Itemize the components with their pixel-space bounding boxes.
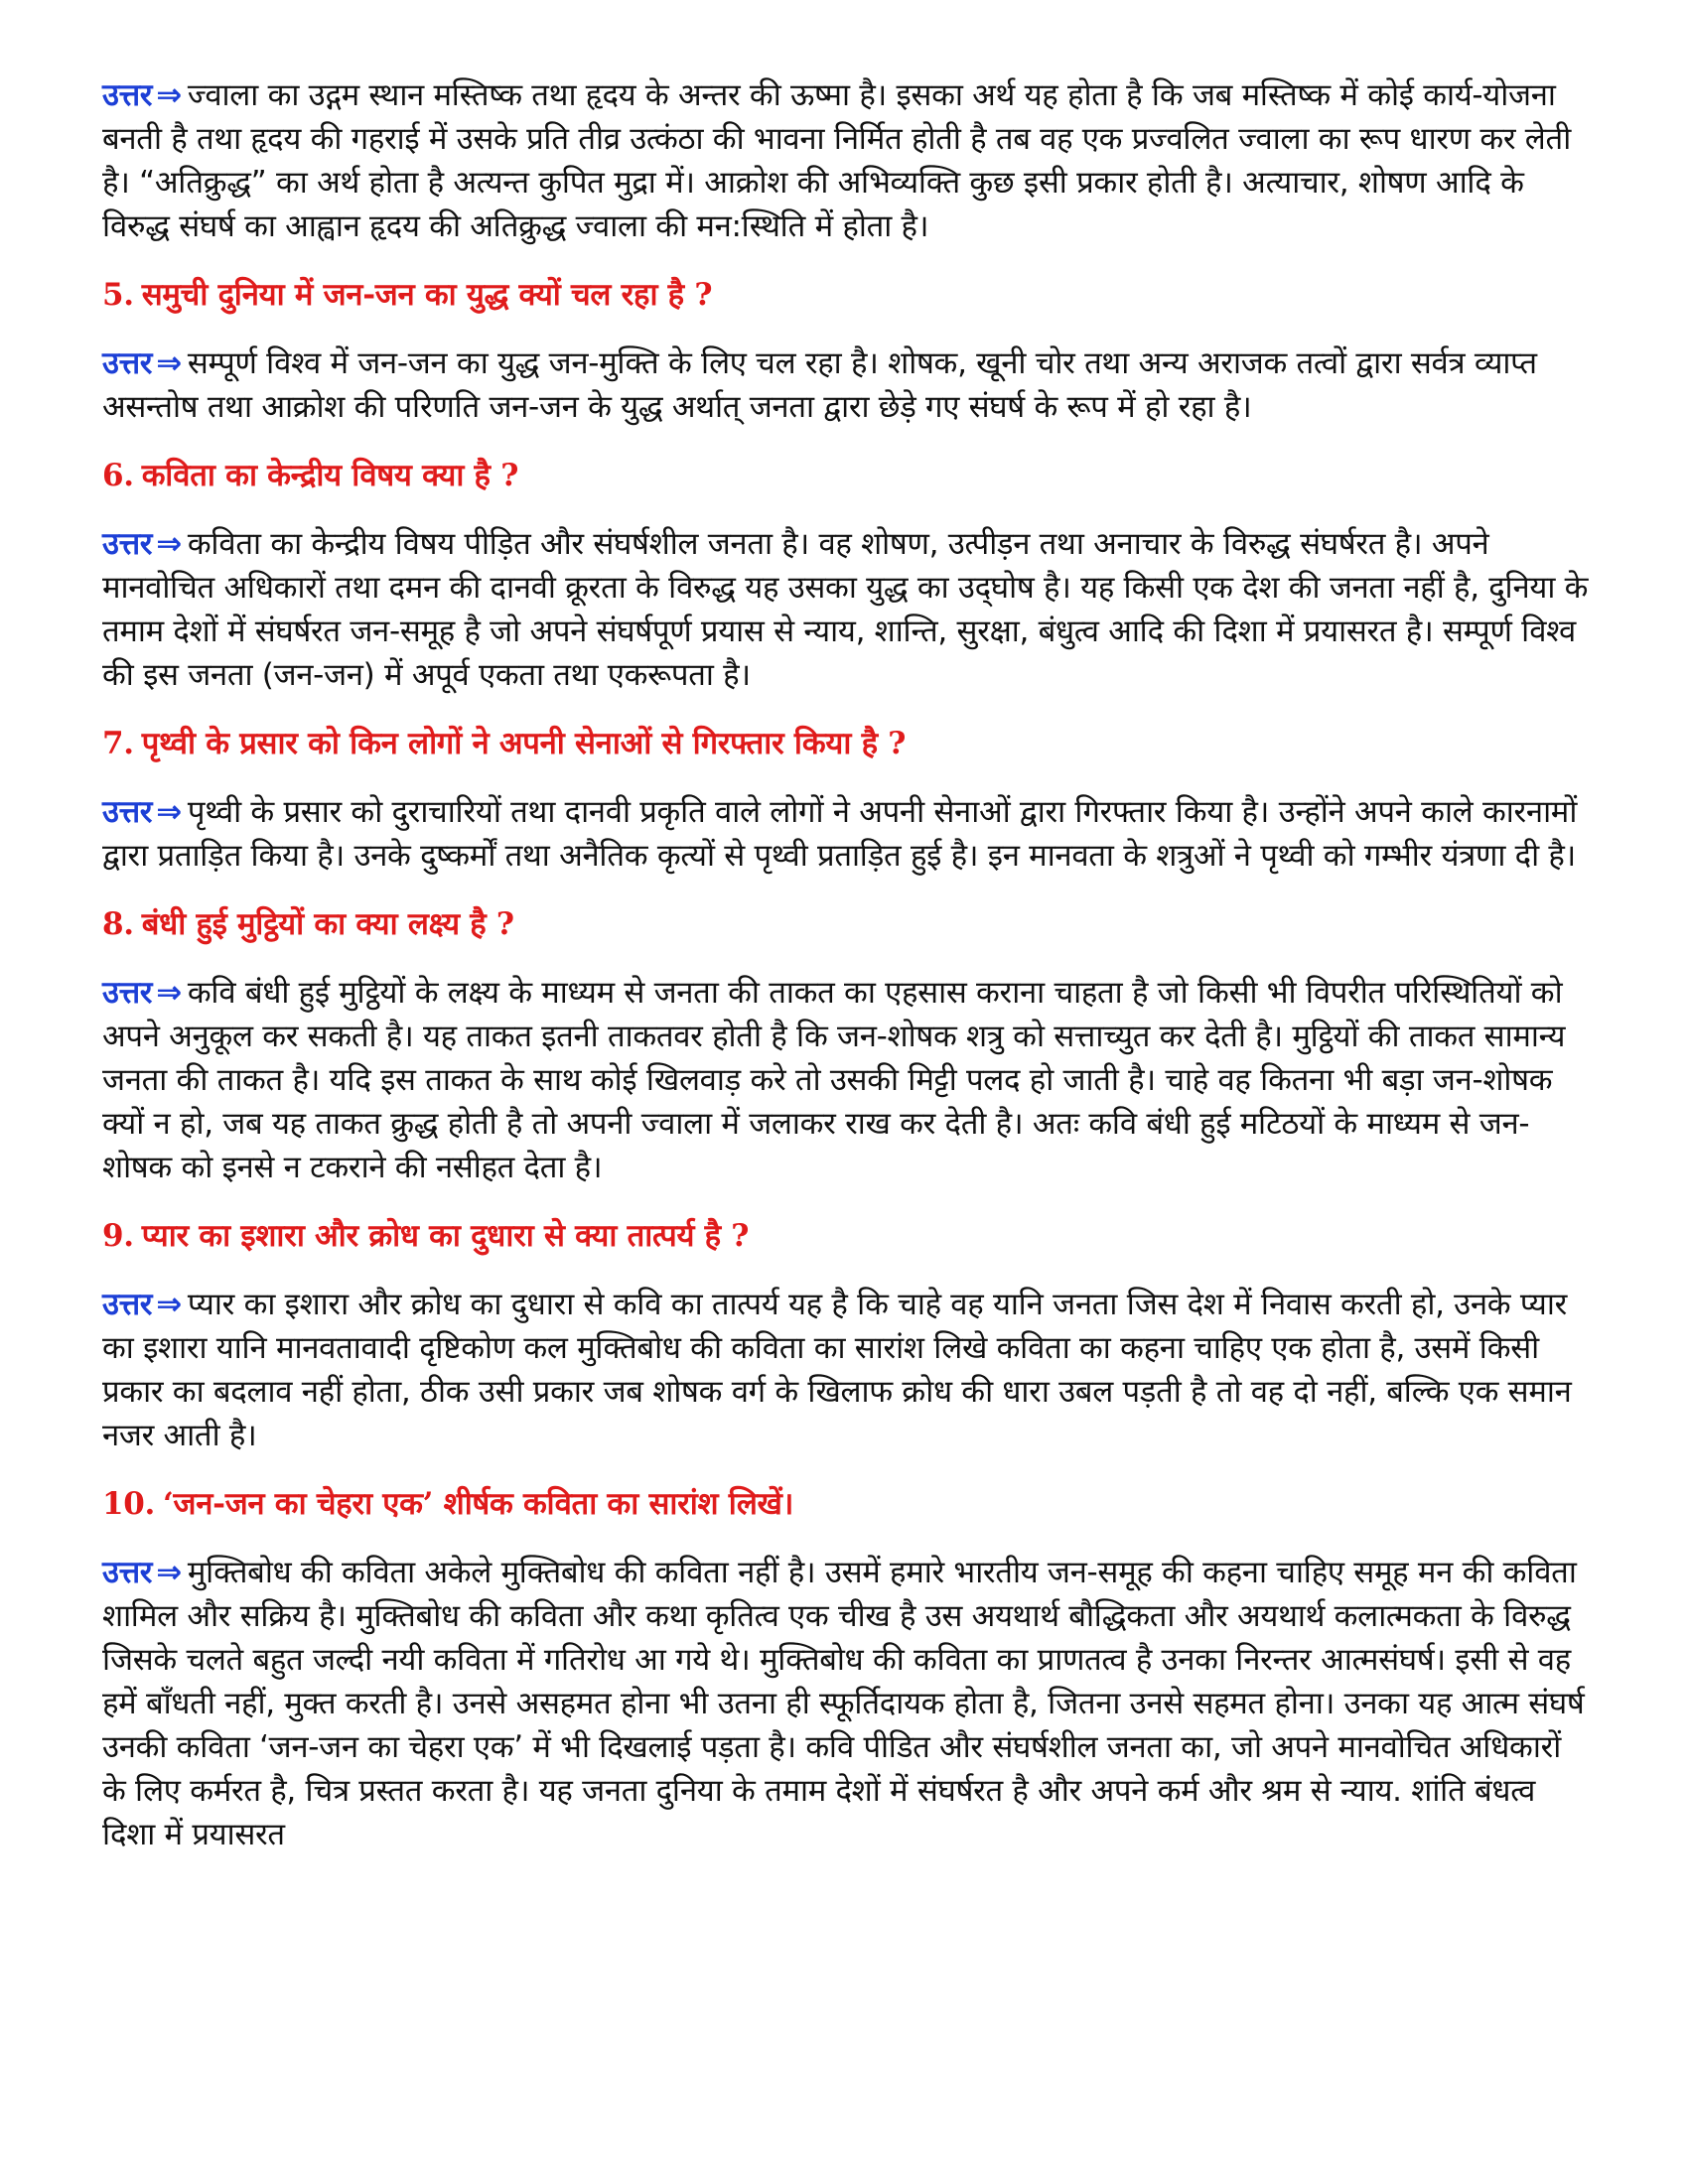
- document-page: [102, 73, 1592, 1882]
- arrow-icon: ⇒: [156, 975, 182, 1011]
- arrow-icon: ⇒: [156, 526, 182, 562]
- answer-label: उत्तर: [102, 345, 153, 381]
- question-text: बंधी हुई मुट्ठियों का क्या लक्ष्य है ?: [141, 906, 514, 942]
- question-6: [102, 455, 1592, 496]
- answer-intro: [102, 73, 1592, 248]
- answer-text: ज्वाला का उद्गम स्थान मस्तिष्क तथा हृदय के अन्तर की ऊष्मा है। इसका अर्थ यह होता है कि जब मस्तिष्क में कोई कार्य-योजना बनती है तथा हृदय की गहराई में उसके प्रति तीव्र उत्कंठा की भावना निर्मित होती है तब वह एक प्रज्वलित ज्वाला का रूप धारण कर लेती है। “अतिक्रुद्ध” का अर्थ होता है अत्यन्त कुपित मुद्रा में। आक्रोश की अभिव्यक्ति कुछ इसी प्रकार होती है। अत्याचार, शोषण आदि के विरुद्ध संघर्ष का आह्वान हृदय की अतिक्रुद्ध ज्वाला की मन:स्थिति में होता है।: [102, 77, 1571, 244]
- question-text: ‘जन-जन का चेहरा एक’ शीर्षक कविता का सारांश लिखें।: [163, 1486, 794, 1522]
- answer-5: [102, 341, 1592, 429]
- arrow-icon: ⇒: [156, 1287, 182, 1322]
- answer-text: सम्पूर्ण विश्व में जन-जन का युद्ध जन-मुक्ति के लिए चल रहा है। शोषक, खूनी चोर तथा अन्य अराजक तत्वों द्वारा सर्वत्र व्याप्त असन्तोष तथा आक्रोश की परिणति जन-जन के युद्ध अर्थात् जनता द्वारा छेड़े गए संघर्ष के रूप में हो रहा है।: [102, 345, 1537, 425]
- answer-text: कवि बंधी हुई मुट्ठियों के लक्ष्य के माध्यम से जनता की ताकत का एहसास कराना चाहता है जो किसी भी विपरीत परिस्थितियों को अपने अनुकूल कर सकती है। यह ताकत इतनी ताकतवर होती है कि जन-शोषक शत्रु को सत्ताच्युत कर देती है। मुट्ठियों की ताकत सामान्य जनता की ताकत है। यदि इस ताकत के साथ कोई खिलवाड़ करे तो उसकी मिट्टी पलद हो जाती है। चाहे वह कितना भी बड़ा जन-शोषक क्यों न हो, जब यह ताकत क्रुद्ध होती है तो अपनी ज्वाला में जलाकर राख कर देती है। अतः कवि बंधी हुई मटिठयों के माध्यम से जन-शोषक को इनसे न टकराने की नसीहत देता है।: [102, 975, 1566, 1185]
- question-5: [102, 274, 1592, 316]
- question-7: [102, 723, 1592, 764]
- answer-text: प्यार का इशारा और क्रोध का दुधारा से कवि का तात्पर्य यह है कि चाहे वह यानि जनता जिस देश में निवास करती हो, उनके प्यार का इशारा यानि मानवतावादी दृष्टिकोण कल मुक्तिबोध की कविता का सारांश लिखे कविता का कहना चाहिए एक होता है, उसमें किसी प्रकार का बदलाव नहीं होता, ठीक उसी प्रकार जब शोषक वर्ग के खिलाफ क्रोध की धारा उबल पड़ती है तो वह दो नहीं, बल्कि एक समान नजर आती है।: [102, 1287, 1572, 1453]
- question-9: [102, 1215, 1592, 1257]
- answer-label: उत्तर: [102, 526, 153, 562]
- arrow-icon: ⇒: [156, 345, 182, 381]
- question-number: 7.: [102, 726, 134, 761]
- answer-9: [102, 1283, 1592, 1457]
- answer-text: मुक्तिबोध की कविता अकेले मुक्तिबोध की कविता नहीं है। उसमें हमारे भारतीय जन-समूह की कहना चाहिए समूह मन की कविता शामिल और सक्रिय है। मुक्तिबोध की कविता और कथा कृतित्व एक चीख है उस अयथार्थ बौद्धिकता और अयथार्थ कलात्मकता के विरुद्ध जिसके चलते बहुत जल्दी नयी कविता में गतिरोध आ गये थे। मुक्तिबोध की कविता का प्राणतत्व है उनका निरन्तर आत्मसंघर्ष। इसी से वह हमें बाँधती नहीं, मुक्त करती है। उनसे असहमत होना भी उतना ही स्फूर्तिदायक होता है, जितना उनसे सहमत होना। उनका यह आत्म संघर्ष उनकी कविता ‘जन-जन का चेहरा एक’ में भी दिखलाई पड़ता है। कवि पीडित और संघर्षशील जनता का, जो अपने मानवोचित अधिकारों के लिए कर्मरत है, चित्र प्रस्तत करता है। यह जनता दुनिया के तमाम देशों में संघर्षरत है और अपने कर्म और श्रम से न्याय. शांति बंधत्व दिशा में प्रयासरत: [102, 1555, 1585, 1852]
- question-text: पृथ्वी के प्रसार को किन लोगों ने अपनी सेनाओं से गिरफ्तार किया है ?: [141, 726, 907, 761]
- question-number: 8.: [102, 906, 134, 942]
- answer-label: उत्तर: [102, 1555, 153, 1590]
- question-8: [102, 903, 1592, 945]
- answer-6: [102, 522, 1592, 697]
- answer-label: उत्तर: [102, 975, 153, 1011]
- answer-text: कविता का केन्द्रीय विषय पीड़ित और संघर्षशील जनता है। वह शोषण, उत्पीड़न तथा अनाचार के विरुद्ध संघर्षरत है। अपने मानवोचित अधिकारों तथा दमन की दानवी क्रूरता के विरुद्ध यह उसका युद्ध का उद्‌घोष है। यह किसी एक देश की जनता नहीं है, दुनिया के तमाम देशों में संघर्षरत जन-समूह है जो अपने संघर्षपूर्ण प्रयास से न्याय, शान्ति, सुरक्षा, बंधुत्व आदि की दिशा में प्रयासरत है। सम्पूर्ण विश्व की इस जनता (जन-जन) में अपूर्व एकता तथा एकरूपता है।: [102, 526, 1589, 693]
- question-number: 6.: [102, 458, 134, 493]
- question-number: 10.: [102, 1486, 156, 1522]
- answer-label: उत्तर: [102, 794, 153, 830]
- question-number: 5.: [102, 277, 134, 313]
- question-10: [102, 1483, 1592, 1525]
- answer-10: [102, 1551, 1592, 1856]
- answer-8: [102, 971, 1592, 1189]
- answer-label: उत्तर: [102, 1287, 153, 1322]
- question-number: 9.: [102, 1218, 134, 1254]
- arrow-icon: ⇒: [156, 794, 182, 830]
- answer-text: पृथ्वी के प्रसार को दुराचारियों तथा दानवी प्रकृति वाले लोगों ने अपनी सेनाओं द्वारा गिरफ्तार किया है। उन्होंने अपने काले कारनामों द्वारा प्रताड़ित किया है। उनके दुष्कर्मों तथा अनैतिक कृत्यों से पृथ्वी प्रताड़ित हुई है। इन मानवता के शत्रुओं ने पृथ्वी को गम्भीर यंत्रणा दी है।: [102, 794, 1578, 874]
- question-text: समुची दुनिया में जन-जन का युद्ध क्यों चल रहा है ?: [141, 277, 713, 313]
- answer-label: उत्तर: [102, 77, 153, 113]
- question-text: कविता का केन्द्रीय विषय क्या है ?: [141, 458, 519, 493]
- arrow-icon: ⇒: [156, 1555, 182, 1590]
- arrow-icon: ⇒: [156, 77, 182, 113]
- question-text: प्यार का इशारा और क्रोध का दुधारा से क्या तात्पर्य है ?: [141, 1218, 750, 1254]
- answer-7: [102, 790, 1592, 878]
